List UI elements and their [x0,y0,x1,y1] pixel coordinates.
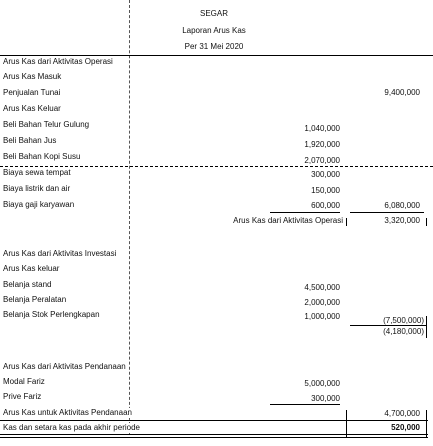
subtotal-rule [350,212,424,213]
investing-item-label: Belanja Stok Perlengkapan [3,310,100,319]
investing-net-value: (4,180,000) [383,327,424,336]
investing-item-value: 1,000,000 [304,312,340,321]
ending-cash-label: Kas dan setara kas pada akhir periode [3,423,140,432]
expense-value: 1,920,000 [304,140,340,149]
financing-net-value: 4,700,000 [384,409,420,418]
expense-value: 2,070,000 [304,156,340,165]
operating-outflow-total: 6,080,000 [384,201,420,210]
row-rule [0,420,428,421]
operating-section-title: Arus Kas dari Aktivitas Operasi [3,57,113,66]
ending-cash-value: 520,000 [391,423,420,432]
financing-item-label: Prive Fariz [3,392,42,401]
subtotal-rule [270,212,340,213]
company-name: SEGAR [199,9,228,18]
operating-outflow-label: Arus Kas Keluar [3,104,61,113]
header-rule [0,55,433,56]
investing-item-label: Belanja stand [3,280,52,289]
operating-net-value: 3,320,000 [384,216,420,225]
cell-border [426,316,427,338]
operating-inflow-label: Arus Kas Masuk [3,72,62,81]
investing-item-label: Belanja Peralatan [3,295,67,304]
double-rule [0,434,428,438]
expense-label: Beli Bahan Kopi Susu [3,152,81,161]
cell-border [346,218,347,226]
report-title: Laporan Arus Kas [182,26,246,35]
investing-item-value: 4,500,000 [304,283,340,292]
expense-label: Beli Bahan Jus [3,136,57,145]
expense-value: 600,000 [311,201,340,210]
expense-label: Biaya sewa tempat [3,168,71,177]
cell-border [426,218,427,226]
financing-net-label: Arus Kas untuk Aktivitas Pendanaan [3,408,132,417]
column-divider [129,0,130,435]
expense-value: 150,000 [311,186,340,195]
expense-value: 1,040,000 [304,124,340,133]
dashed-rule [0,166,433,167]
report-date: Per 31 Mei 2020 [184,42,244,51]
expense-label: Beli Bahan Telur Gulung [3,120,90,129]
subtotal-rule [350,325,426,326]
financing-item-value: 5,000,000 [304,379,340,388]
investing-outflow-label: Arus Kas keluar [3,264,60,273]
investing-item-value: 2,000,000 [304,298,340,307]
expense-value: 300,000 [311,170,340,179]
cash-sales-label: Penjualan Tunai [3,88,61,97]
operating-net-label: Arus Kas dari Aktivitas Operasi [233,216,343,225]
financing-item-value: 300,000 [311,394,340,403]
financing-section-title: Arus Kas dari Aktivitas Pendanaan [3,362,126,371]
expense-label: Biaya gaji karyawan [3,200,75,209]
investing-section-title: Arus Kas dari Aktivitas Investasi [3,249,117,258]
expense-label: Biaya listrik dan air [3,184,71,193]
cash-sales-value: 9,400,000 [384,88,420,97]
investing-outflow-total: (7,500,000) [383,316,424,325]
financing-item-label: Modal Fariz [3,377,45,386]
subtotal-rule [270,404,340,405]
